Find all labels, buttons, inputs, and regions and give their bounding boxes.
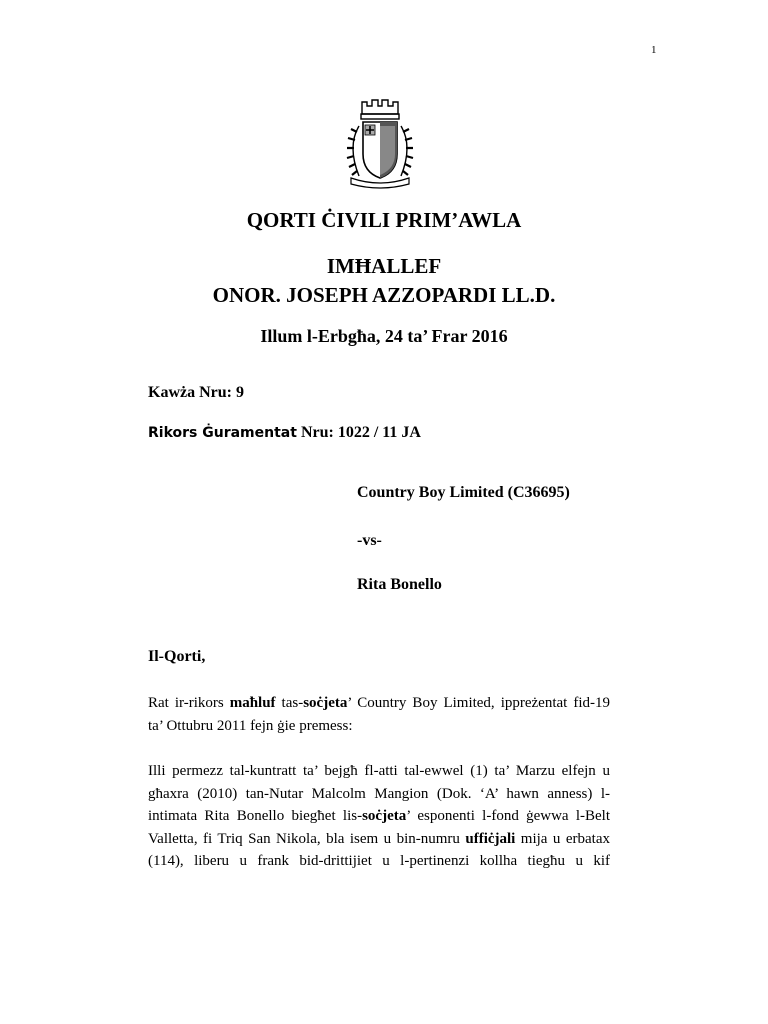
application-number (148, 424, 421, 442)
text-run-bold: uffiċjali (465, 830, 516, 847)
paragraph-contract (148, 760, 610, 873)
text-run: Illi permezz tal-kuntratt ta’ bejgħ fl-atti tal-ewwel (1) ta’ Marzu elfejn u għaxra (2010) tan-Nutar Malcolm Mangion (Dok. ‘A’ hawn anness) l-intimata Rita Bonello biegħet lis- (148, 763, 610, 824)
court-title: QORTI ĊIVILI PRIM’AWLA (246, 208, 522, 232)
text-run: tas- (275, 695, 304, 711)
plaintiff-name: Country Boy Limited (C36695) (357, 484, 570, 501)
text-run: ’ esponenti l-fond ġewwa l-Belt Valletta, fi Triq San Nikola, bla isem u bin-numru (148, 808, 611, 847)
judge-role: IMĦALLEF (326, 254, 442, 278)
text-run: ’ Country Boy Limited, ippreżentat fid-19 ta’ Ottubru 2011 fejn ġie premess: (148, 695, 610, 734)
text-run: mija u erbatax (114), liberu u frank bid-drittijiet u l-pertinenzi kollha tiegħu u kif (148, 830, 611, 869)
court-heading: Il-Qorti, (148, 648, 206, 665)
text-run-bold: maħluf (229, 695, 276, 711)
case-number: Kawża Nru: 9 (148, 384, 244, 401)
sitting-date: Illum l-Erbgħa, 24 ta’ Frar 2016 (260, 326, 508, 346)
malta-coat-of-arms-icon (337, 96, 423, 192)
versus-label: -vs- (357, 532, 382, 549)
text-run: Rat ir-rikors (148, 695, 230, 711)
application-number-value: Nru: 1022 / 11 JA (296, 424, 421, 441)
text-run-bold: soċjeta (303, 695, 348, 711)
text-run-bold: soċjeta (362, 808, 407, 824)
page-number: 1 (651, 44, 657, 56)
application-label: Rikors Ġuramentat (148, 425, 297, 441)
defendant-name: Rita Bonello (357, 576, 442, 593)
paragraph-application (148, 692, 610, 737)
judge-name: ONOR. JOSEPH AZZOPARDI LL.D. (212, 283, 556, 307)
